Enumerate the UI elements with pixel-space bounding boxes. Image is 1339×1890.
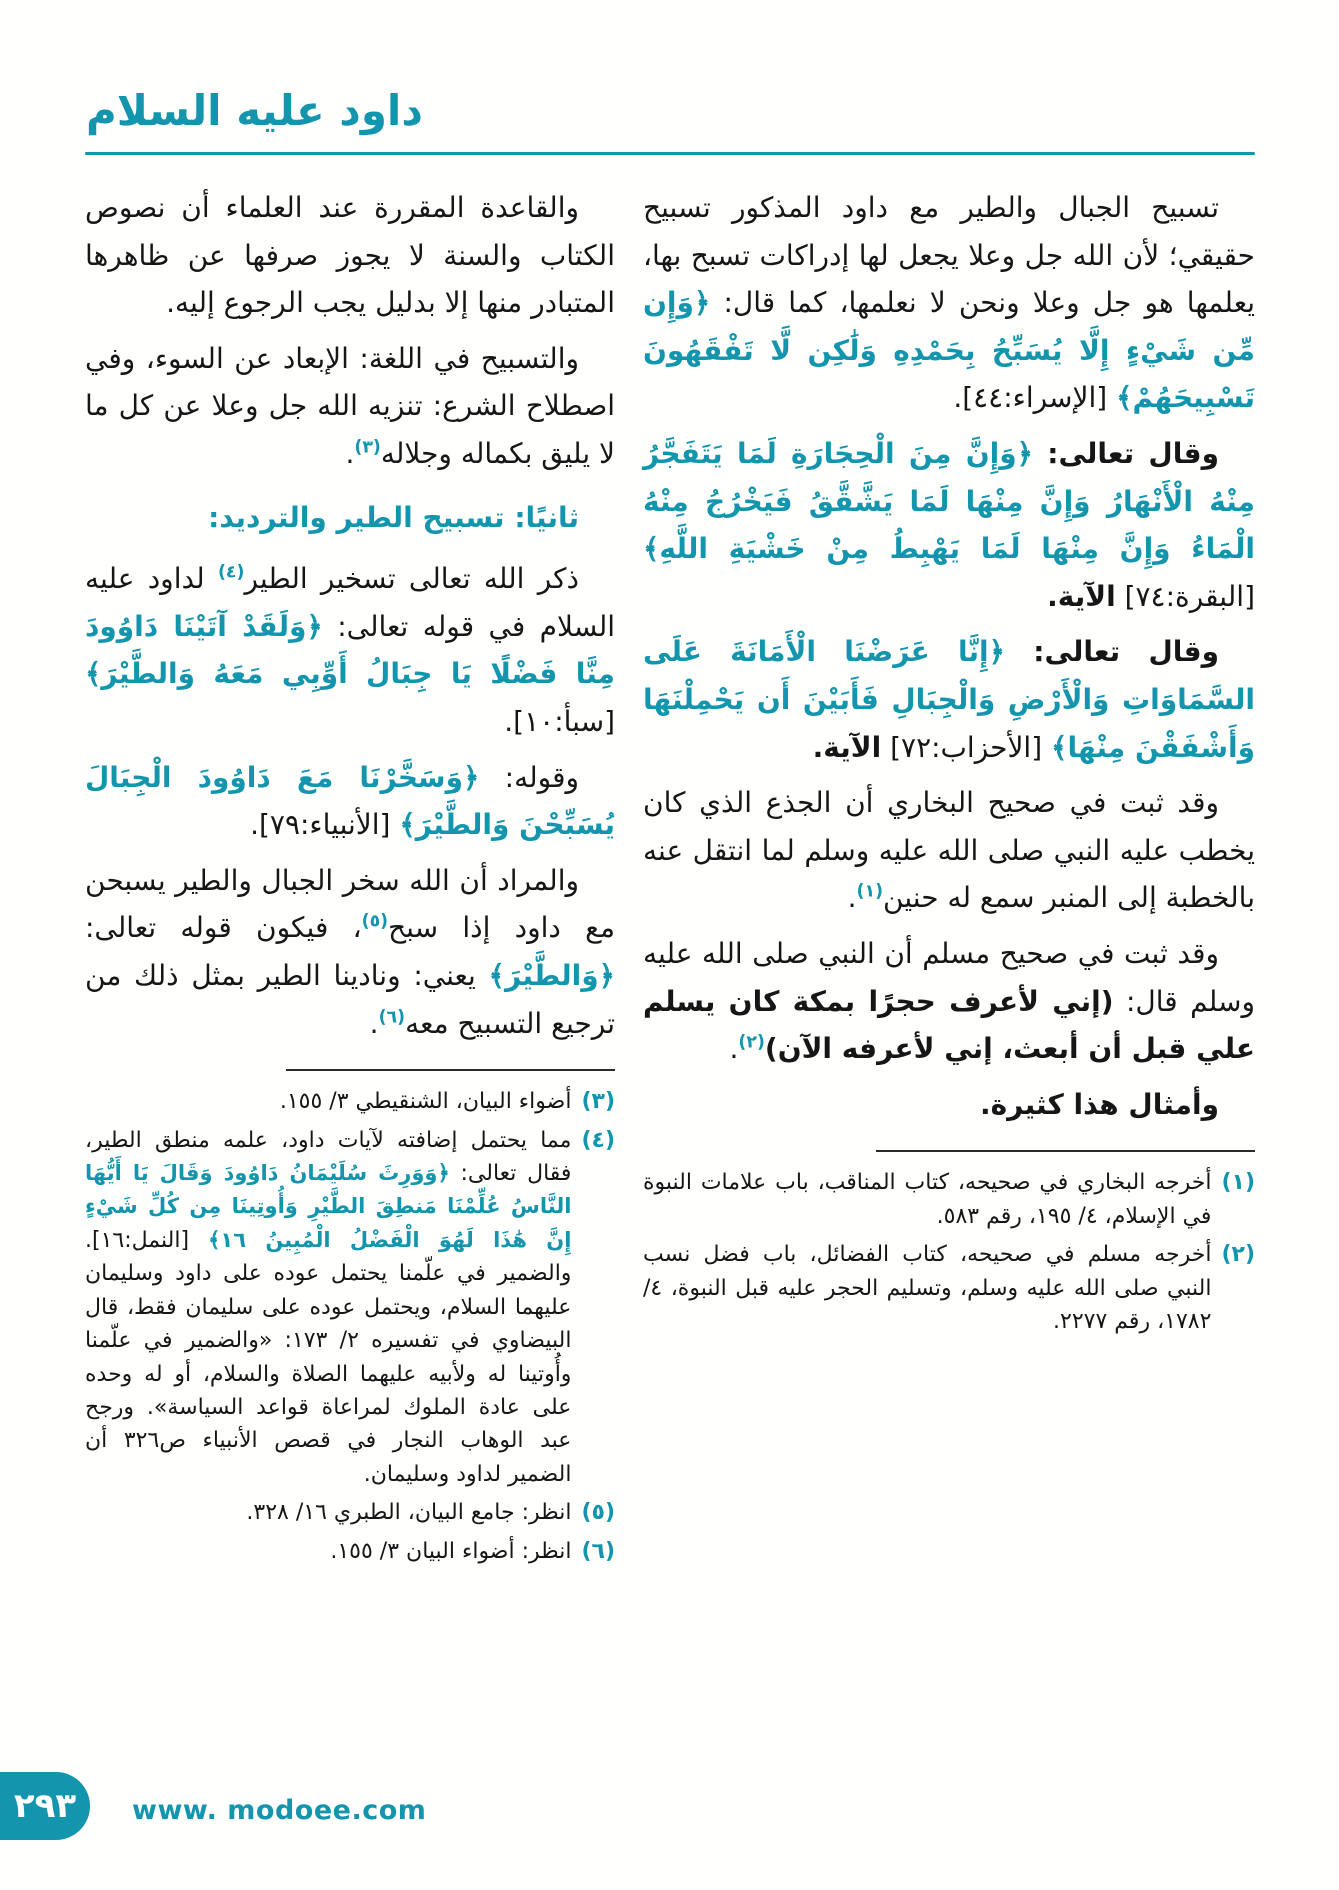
text-run: والمراد أن الله سخر الجبال والطير يسبحن مع داود إذا سبح xyxy=(85,863,615,945)
page-number-badge xyxy=(0,1772,90,1840)
text-run: [الأحزاب:٧٢] xyxy=(881,730,1052,764)
text-run: [سبأ:١٠]. xyxy=(504,704,615,738)
footnote-number: (٢) xyxy=(1221,1242,1255,1268)
footnote-number: (٥) xyxy=(581,1500,615,1526)
footnote-number: (٣) xyxy=(581,1089,615,1115)
page-number: ٢٩٣ xyxy=(13,1786,77,1826)
text-run: وقد ثبت في صحيح البخاري أن الجذع الذي كان يخطب عليه النبي صلى الله عليه وسلم لما انتقل عنه بالخطبة إلى المنبر سمع له حنين xyxy=(643,786,1255,915)
footnote-marker: (٤) xyxy=(217,562,245,583)
text-run: ، فيكون قوله تعالى: xyxy=(85,911,362,945)
text-run: [البقرة:٧٤] xyxy=(1115,579,1255,613)
paragraph xyxy=(643,184,1255,422)
paragraph xyxy=(85,754,615,849)
text-run: . xyxy=(345,436,355,470)
footnote-separator-left xyxy=(286,1069,615,1071)
text-run: وقد ثبت في صحيح مسلم أن النبي صلى الله عليه وسلم قال: xyxy=(643,936,1255,1018)
column-right-footnotes xyxy=(643,1166,1255,1338)
text-run: [النمل:١٦]. والضمير في علّمنا يحتمل عوده على داود وسليمان عليهما السلام، ويحتمل عوده على سليمان فقط، قال البيضاوي في تفسيره ٢/ ١٧٣: «والضمير في علّمنا وأُوتينا له ولأبيه عليهما الصلاة والسلام، أو له وحده على عادة الملوك لمراعاة قواعد السياسة». ورجح عبد الوهاب النجار في قصص الأنبياء ص٣٢٦ أن الضمير لداود وسليمان. xyxy=(85,1227,572,1487)
paragraph xyxy=(85,335,615,478)
text-run: (إني لأعرف حجرًا بمكة كان يسلم علي قبل أن أبعث، إني لأعرفه الآن) xyxy=(643,984,1255,1066)
text-run: لداود عليه السلام في قوله تعالى: xyxy=(85,562,616,643)
quran-verse: ﴿وَلَقَدْ آتَيْنَا دَاوُودَ مِنَّا فَضْلًا يَا جِبَالُ أَوِّبِي مَعَهُ وَالطَّيْرَ﴾ xyxy=(85,609,615,691)
text-run: وأمثال هذا كثيرة. xyxy=(980,1087,1219,1121)
footnote xyxy=(643,1238,1255,1338)
footnote xyxy=(85,1535,615,1568)
footnote-text xyxy=(643,1166,1211,1233)
text-run: الآية. xyxy=(1047,579,1116,613)
paragraph xyxy=(643,628,1255,771)
page-header-title: داود عليه السلام xyxy=(86,86,423,135)
text-run: وقال تعالى: xyxy=(1033,436,1219,470)
text-run: وقوله: xyxy=(479,760,580,794)
footnote-text xyxy=(85,1124,571,1492)
footnote-number: (٦) xyxy=(581,1538,615,1564)
paragraph xyxy=(85,184,615,327)
text-run: انظر: أضواء البيان ٣/ ١٥٥. xyxy=(330,1538,572,1564)
footnote-marker: (١) xyxy=(856,881,884,902)
paragraph xyxy=(85,857,615,1047)
footnote-separator-right xyxy=(876,1150,1255,1152)
text-run: تسبيح الجبال والطير مع داود المذكور تسبيح حقيقي؛ لأن الله جل وعلا يجعل لها إدراكات تسبح بها، يعلمها هو جل وعلا ونحن لا نعلمها، كما قال: xyxy=(643,191,1255,320)
quran-verse: ﴿وَالطَّيْرَ﴾ xyxy=(488,958,615,992)
text-run: . xyxy=(369,1006,379,1040)
footnote-number: (٤) xyxy=(581,1127,615,1153)
text-run: أضواء البيان، الشنقيطي ٣/ ١٥٥. xyxy=(279,1089,572,1115)
text-run: أخرجه مسلم في صحيحه، كتاب الفضائل، باب فضل نسب النبي صلى الله عليه وسلم، وتسليم الحجر عليه قبل النبوة، ٤/ ١٧٨٢، رقم ٢٢٧٧. xyxy=(643,1242,1212,1335)
text-run: وقال تعالى: xyxy=(1005,635,1219,669)
text-run: [الأنبياء:٧٩]. xyxy=(250,808,400,842)
column-left-footnotes xyxy=(85,1085,615,1568)
text-run: انظر: جامع البيان، الطبري ١٦/ ٣٢٨. xyxy=(246,1500,572,1526)
text-run: الآية. xyxy=(812,730,882,764)
quran-verse: ﴿وَإِنَّ مِنَ الْحِجَارَةِ لَمَا يَتَفَجَّرُ مِنْهُ الْأَنْهَارُ وَإِنَّ مِنْهَا لَمَا يَشَّقَّقُ فَيَخْرُجُ مِنْهُ الْمَاءُ وَإِنَّ مِنْهَا لَمَا يَهْبِطُ مِنْ خَشْيَةِ اللَّهِ﴾ xyxy=(643,436,1255,566)
column-right-text xyxy=(643,184,1255,1128)
column-left-text xyxy=(85,184,615,1047)
column-right xyxy=(643,184,1255,1343)
text-run: يعني: ونادينا الطير بمثل ذلك من ترجيع التسبيح معه xyxy=(85,958,615,1040)
footnote-marker: (٢) xyxy=(738,1032,765,1053)
footnote-number: (١) xyxy=(1221,1170,1255,1196)
footnote xyxy=(85,1085,615,1118)
footnote-text xyxy=(85,1496,571,1529)
text-run: مما يحتمل إضافته لآيات داود، علمه منطق الطير، فقال تعالى: xyxy=(85,1127,572,1186)
header-divider xyxy=(85,152,1255,155)
footnote-marker: (٥) xyxy=(361,911,389,932)
text-run: [الإسراء:٤٤]. xyxy=(953,381,1117,415)
quran-verse: ﴿إِنَّا عَرَضْنَا الْأَمَانَةَ عَلَى السَّمَاوَاتِ وَالْأَرْضِ وَالْجِبَالِ فَأَبَيْنَ أَن يَحْمِلْنَهَا وَأَشْفَقْنَ مِنْهَا﴾ xyxy=(643,635,1255,764)
text-run: أخرجه البخاري في صحيحه، كتاب المناقب، باب علامات النبوة في الإسلام، ٤/ ١٩٥، رقم ٥٨٣. xyxy=(643,1170,1212,1229)
paragraph xyxy=(643,1081,1255,1129)
text-run: والقاعدة المقررة عند العلماء أن نصوص الكتاب والسنة لا يجوز صرفها عن ظاهرها المتبادر منها إلا بدليل يجب الرجوع إليه. xyxy=(85,191,615,320)
footnote-text xyxy=(85,1085,571,1118)
section-heading xyxy=(85,494,615,542)
column-left xyxy=(85,184,615,1573)
text-run: ثانيًا: تسبيح الطير والترديد: xyxy=(208,500,579,534)
quran-verse: ﴿وَسَخَّرْنَا مَعَ دَاوُودَ الْجِبَالَ يُسَبِّحْنَ وَالطَّيْرَ﴾ xyxy=(85,760,615,842)
footnote-marker: (٣) xyxy=(354,437,381,458)
page-content xyxy=(85,184,1255,1573)
footnote xyxy=(643,1166,1255,1233)
footnote-text xyxy=(643,1238,1211,1338)
text-run: ذكر الله تعالى تسخير الطير xyxy=(244,562,579,596)
text-run: والتسبيح في اللغة: الإبعاد عن السوء، وفي اصطلاح الشرع: تنزيه الله جل وعلا عن كل ما لا يليق بكماله وجلاله xyxy=(85,341,615,470)
quran-verse: ﴿وَوَرِثَ سُلَيْمَانُ دَاوُودَ وَقَالَ يَا أَيُّهَا النَّاسُ عُلِّمْنَا مَنطِقَ الطَّيْرِ وَأُوتِينَا مِن كُلِّ شَيْءٍ إِنَّ هَٰذَا لَهُوَ الْفَضْلُ الْمُبِينُ ١٦﴾ xyxy=(85,1160,572,1252)
text-run: . xyxy=(729,1032,739,1066)
footnote xyxy=(85,1496,615,1529)
paragraph xyxy=(643,930,1255,1073)
footnote xyxy=(85,1124,615,1492)
footnote-text xyxy=(85,1535,571,1568)
paragraph xyxy=(85,555,615,745)
website-text: www. modoee.com xyxy=(132,1795,427,1826)
quran-verse: ﴿وَإِن مِّن شَيْءٍ إِلَّا يُسَبِّحُ بِحَمْدِهِ وَلَٰكِن لَّا تَفْقَهُونَ تَسْبِيحَهُمْ﴾ xyxy=(643,286,1255,415)
paragraph xyxy=(643,430,1255,620)
paragraph xyxy=(643,779,1255,922)
text-run: . xyxy=(847,881,857,915)
footnote-marker: (٦) xyxy=(378,1007,406,1028)
